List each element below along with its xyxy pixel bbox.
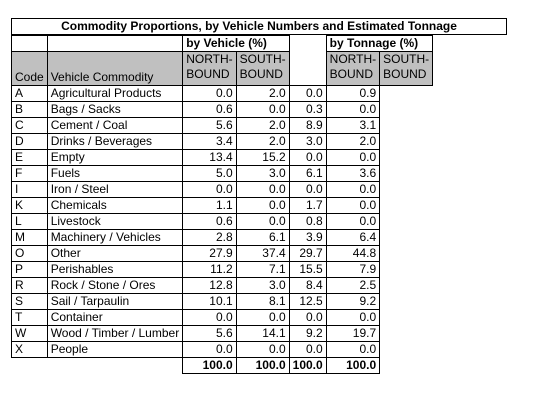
table-row xyxy=(12,118,433,134)
table-row xyxy=(12,294,433,310)
tonnage-northbound-cell: 8.9 xyxy=(289,118,326,134)
tonnage-southbound-cell: 0.0 xyxy=(326,214,379,230)
commodity-name-cell: Bags / Sacks xyxy=(47,102,183,118)
vehicle-northbound-cell: 0.6 xyxy=(183,214,236,230)
vehicle-northbound-cell: 0.0 xyxy=(183,182,236,198)
totals-blank xyxy=(12,358,48,374)
commodity-code-cell: P xyxy=(12,262,48,278)
commodity-code-cell: S xyxy=(12,294,48,310)
total-vehicle-southbound: 100.0 xyxy=(236,358,289,374)
tonnage-southbound-cell: 7.9 xyxy=(326,262,379,278)
vehicle-southbound-cell: 0.0 xyxy=(236,102,289,118)
commodity-name-cell: Wood / Timber / Lumber xyxy=(47,326,183,342)
totals-blank xyxy=(47,358,183,374)
vehicle-northbound-cell: 11.2 xyxy=(183,262,236,278)
commodity-name-cell: Other xyxy=(47,246,183,262)
tonnage-northbound-cell: 3.0 xyxy=(289,134,326,150)
vehicle-southbound-cell: 37.4 xyxy=(236,246,289,262)
commodity-name-cell: Iron / Steel xyxy=(47,182,183,198)
vehicle-southbound-cell: 0.0 xyxy=(236,198,289,214)
vehicle-southbound-cell: 3.0 xyxy=(236,166,289,182)
commodity-name-cell: Livestock xyxy=(47,214,183,230)
tonnage-southbound-cell: 6.4 xyxy=(326,230,379,246)
vehicle-northbound-cell: 27.9 xyxy=(183,246,236,262)
tonnage-northbound-cell: 0.8 xyxy=(289,214,326,230)
commodity-code-cell: T xyxy=(12,310,48,326)
tonnage-southbound-cell: 0.0 xyxy=(326,150,379,166)
tonnage-southbound-cell: 0.0 xyxy=(326,102,379,118)
table-row xyxy=(12,342,433,358)
group-header-blank xyxy=(47,36,183,52)
vehicle-southbound-cell: 2.0 xyxy=(236,86,289,102)
vehicle-southbound-cell: 0.0 xyxy=(236,182,289,198)
vehicle-northbound-cell: 3.4 xyxy=(183,134,236,150)
tonnage-southbound-cell: 44.8 xyxy=(326,246,379,262)
column-gap xyxy=(289,36,326,86)
table-row xyxy=(12,102,433,118)
by-vehicle-header: by Vehicle (%) xyxy=(183,36,289,52)
tonnage-southbound-cell: 9.2 xyxy=(326,294,379,310)
table-title: Commodity Proportions, by Vehicle Numbers and Estimated Tonnage xyxy=(11,18,507,35)
group-header-blank xyxy=(12,36,48,52)
by-tonnage-header: by Tonnage (%) xyxy=(326,36,432,52)
vehicle-southbound-cell: 0.0 xyxy=(236,342,289,358)
tonnage-northbound-cell: 15.5 xyxy=(289,262,326,278)
tonnage-northbound-header: NORTH- BOUND xyxy=(326,52,379,86)
vehicle-northbound-header: NORTH- BOUND xyxy=(183,52,236,86)
commodity-name-cell: Rock / Stone / Ores xyxy=(47,278,183,294)
table-row xyxy=(12,86,433,102)
totals-row xyxy=(12,358,433,374)
vehicle-northbound-cell: 5.6 xyxy=(183,326,236,342)
tonnage-southbound-cell: 0.0 xyxy=(326,182,379,198)
tonnage-northbound-cell: 3.9 xyxy=(289,230,326,246)
table-row xyxy=(12,166,433,182)
tonnage-southbound-cell: 3.1 xyxy=(326,118,379,134)
table-row xyxy=(12,182,433,198)
tonnage-northbound-cell: 0.0 xyxy=(289,86,326,102)
vehicle-southbound-cell: 6.1 xyxy=(236,230,289,246)
vehicle-southbound-cell: 0.0 xyxy=(236,310,289,326)
commodity-code-cell: D xyxy=(12,134,48,150)
tonnage-northbound-cell: 0.0 xyxy=(289,310,326,326)
code-header: Code xyxy=(12,52,48,86)
commodity-name-cell: Drinks / Beverages xyxy=(47,134,183,150)
vehicle-southbound-cell: 2.0 xyxy=(236,134,289,150)
commodity-code-cell: A xyxy=(12,86,48,102)
total-tonnage-northbound: 100.0 xyxy=(289,358,326,374)
vehicle-northbound-cell: 0.0 xyxy=(183,310,236,326)
vehicle-northbound-cell: 5.0 xyxy=(183,166,236,182)
table-row xyxy=(12,134,433,150)
commodity-header: Vehicle Commodity xyxy=(47,52,183,86)
vehicle-northbound-cell: 2.8 xyxy=(183,230,236,246)
tonnage-southbound-header: SOUTH- BOUND xyxy=(380,52,433,86)
tonnage-southbound-cell: 0.0 xyxy=(326,198,379,214)
group-header-row xyxy=(12,36,433,52)
commodity-code-cell: C xyxy=(12,118,48,134)
vehicle-northbound-cell: 1.1 xyxy=(183,198,236,214)
tonnage-northbound-cell: 0.0 xyxy=(289,150,326,166)
commodity-code-cell: B xyxy=(12,102,48,118)
vehicle-northbound-cell: 13.4 xyxy=(183,150,236,166)
tonnage-northbound-cell: 29.7 xyxy=(289,246,326,262)
commodity-name-cell: Container xyxy=(47,310,183,326)
table-row xyxy=(12,246,433,262)
tonnage-southbound-cell: 0.0 xyxy=(326,342,379,358)
vehicle-northbound-cell: 10.1 xyxy=(183,294,236,310)
commodity-code-cell: F xyxy=(12,166,48,182)
commodity-code-cell: I xyxy=(12,182,48,198)
tonnage-northbound-cell: 0.3 xyxy=(289,102,326,118)
commodity-code-cell: R xyxy=(12,278,48,294)
vehicle-southbound-cell: 15.2 xyxy=(236,150,289,166)
commodity-name-cell: Chemicals xyxy=(47,198,183,214)
table-row xyxy=(12,150,433,166)
vehicle-northbound-cell: 0.0 xyxy=(183,342,236,358)
commodity-code-cell: L xyxy=(12,214,48,230)
commodity-code-cell: O xyxy=(12,246,48,262)
commodity-code-cell: E xyxy=(12,150,48,166)
vehicle-northbound-cell: 5.6 xyxy=(183,118,236,134)
vehicle-southbound-cell: 2.0 xyxy=(236,118,289,134)
commodity-name-cell: Fuels xyxy=(47,166,183,182)
tonnage-northbound-cell: 12.5 xyxy=(289,294,326,310)
table-row xyxy=(12,310,433,326)
commodity-table xyxy=(11,35,433,374)
table-row xyxy=(12,198,433,214)
vehicle-northbound-cell: 0.6 xyxy=(183,102,236,118)
commodity-name-cell: Cement / Coal xyxy=(47,118,183,134)
commodity-name-cell: People xyxy=(47,342,183,358)
tonnage-southbound-cell: 0.9 xyxy=(326,86,379,102)
commodity-code-cell: K xyxy=(12,198,48,214)
column-header-row xyxy=(12,52,433,86)
vehicle-southbound-cell: 14.1 xyxy=(236,326,289,342)
commodity-code-cell: X xyxy=(12,342,48,358)
tonnage-northbound-cell: 6.1 xyxy=(289,166,326,182)
commodity-name-cell: Sail / Tarpaulin xyxy=(47,294,183,310)
tonnage-southbound-cell: 19.7 xyxy=(326,326,379,342)
tonnage-southbound-cell: 0.0 xyxy=(326,310,379,326)
commodity-code-cell: M xyxy=(12,230,48,246)
commodity-code-cell: W xyxy=(12,326,48,342)
tonnage-northbound-cell: 9.2 xyxy=(289,326,326,342)
tonnage-northbound-cell: 0.0 xyxy=(289,182,326,198)
total-tonnage-southbound: 100.0 xyxy=(326,358,379,374)
tonnage-northbound-cell: 0.0 xyxy=(289,342,326,358)
vehicle-southbound-cell: 8.1 xyxy=(236,294,289,310)
tonnage-southbound-cell: 2.0 xyxy=(326,134,379,150)
commodity-name-cell: Machinery / Vehicles xyxy=(47,230,183,246)
vehicle-southbound-header: SOUTH- BOUND xyxy=(236,52,289,86)
table-row xyxy=(12,262,433,278)
table-row xyxy=(12,326,433,342)
vehicle-northbound-cell: 0.0 xyxy=(183,86,236,102)
table-row xyxy=(12,214,433,230)
tonnage-southbound-cell: 2.5 xyxy=(326,278,379,294)
table-row xyxy=(12,278,433,294)
tonnage-northbound-cell: 1.7 xyxy=(289,198,326,214)
vehicle-southbound-cell: 0.0 xyxy=(236,214,289,230)
tonnage-southbound-cell: 3.6 xyxy=(326,166,379,182)
commodity-name-cell: Perishables xyxy=(47,262,183,278)
total-vehicle-northbound: 100.0 xyxy=(183,358,236,374)
vehicle-northbound-cell: 12.8 xyxy=(183,278,236,294)
tonnage-northbound-cell: 8.4 xyxy=(289,278,326,294)
vehicle-southbound-cell: 7.1 xyxy=(236,262,289,278)
commodity-name-cell: Empty xyxy=(47,150,183,166)
vehicle-southbound-cell: 3.0 xyxy=(236,278,289,294)
table-row xyxy=(12,230,433,246)
commodity-name-cell: Agricultural Products xyxy=(47,86,183,102)
